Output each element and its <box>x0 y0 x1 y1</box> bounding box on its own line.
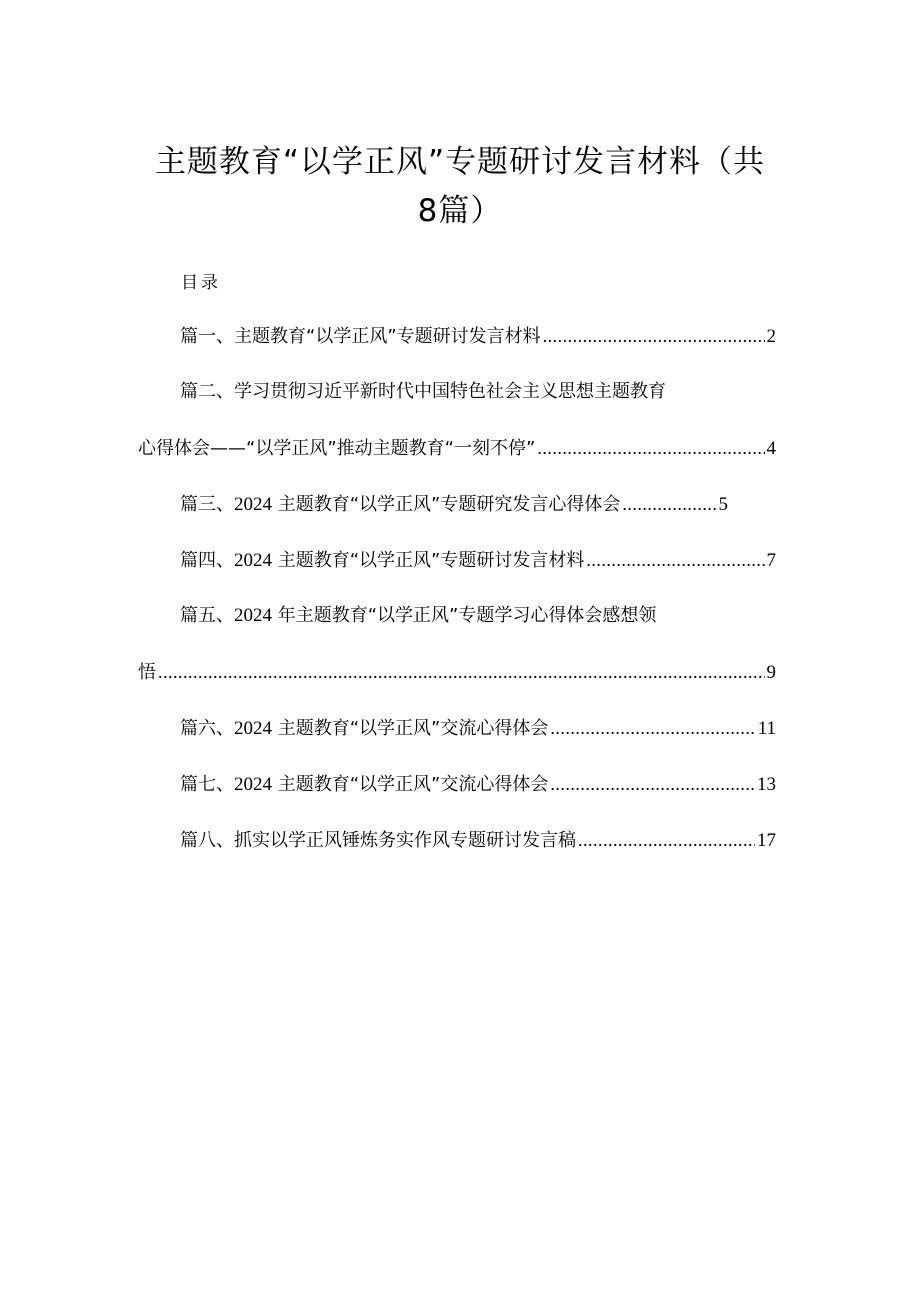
toc-leader-dots <box>550 771 755 797</box>
toc-entry-7[interactable] <box>138 771 776 798</box>
toc-entry-label: 篇八、抓实以学正风锤炼务实作风专题研讨发言稿 <box>180 830 576 851</box>
toc-entry-5-line-1[interactable]: 篇五、2024 年主题教育“以学正风”专题学习心得体会感想领 <box>180 605 657 626</box>
toc-entry-label: 篇六、2024 主题教育“以学正风”交流心得体会 <box>180 718 549 739</box>
toc-page-number: 4 <box>766 438 776 459</box>
toc-leader-dots <box>578 827 755 853</box>
title-line-2: 8篇） <box>417 193 503 229</box>
toc-entry-6[interactable] <box>138 715 776 742</box>
toc-entry-label: 心得体会——“以学正风”推动主题教育“一刻不停” <box>138 438 536 459</box>
toc-page-number: 7 <box>766 550 776 571</box>
toc-heading: 目录 <box>181 273 221 293</box>
toc-entry-label: 篇三、2024 主题教育“以学正风”专题研究发言心得体会 <box>180 494 621 515</box>
toc-leader-dots <box>543 323 765 349</box>
toc-leader-dots <box>158 659 765 685</box>
toc-page-number: 2 <box>766 326 776 347</box>
toc-entry-label: 篇四、2024 主题教育“以学正风”专题研讨发言材料 <box>180 550 585 571</box>
toc-entry-8[interactable] <box>138 827 776 854</box>
toc-entry-5[interactable] <box>138 659 776 686</box>
toc-page-number: 5 <box>718 494 728 515</box>
toc-entry-1[interactable] <box>138 323 776 350</box>
toc-entry-2-line-1[interactable]: 篇二、学习贯彻习近平新时代中国特色社会主义思想主题教育 <box>180 381 666 402</box>
toc-page-number: 13 <box>757 774 776 795</box>
toc-page-number: 11 <box>757 718 776 739</box>
toc-entry-3[interactable] <box>138 491 728 518</box>
toc-entry-2[interactable] <box>138 435 776 462</box>
toc-leader-dots <box>537 435 764 461</box>
toc-entry-label: 篇一、主题教育“以学正风”专题研讨发言材料 <box>180 326 541 347</box>
toc-page-number: 9 <box>766 662 776 683</box>
toc-entry-label: 篇七、2024 主题教育“以学正风”交流心得体会 <box>180 774 549 795</box>
toc-entry-label: 悟 <box>138 662 156 683</box>
toc-entry-4[interactable] <box>138 547 776 574</box>
document-title <box>145 138 775 236</box>
toc-leader-dots <box>550 715 755 741</box>
toc-leader-dots <box>622 491 716 517</box>
toc-page-number: 17 <box>757 830 776 851</box>
toc-leader-dots <box>586 547 764 573</box>
title-line-1: 主题教育“以学正风”专题研讨发言材料（共 <box>154 144 766 180</box>
